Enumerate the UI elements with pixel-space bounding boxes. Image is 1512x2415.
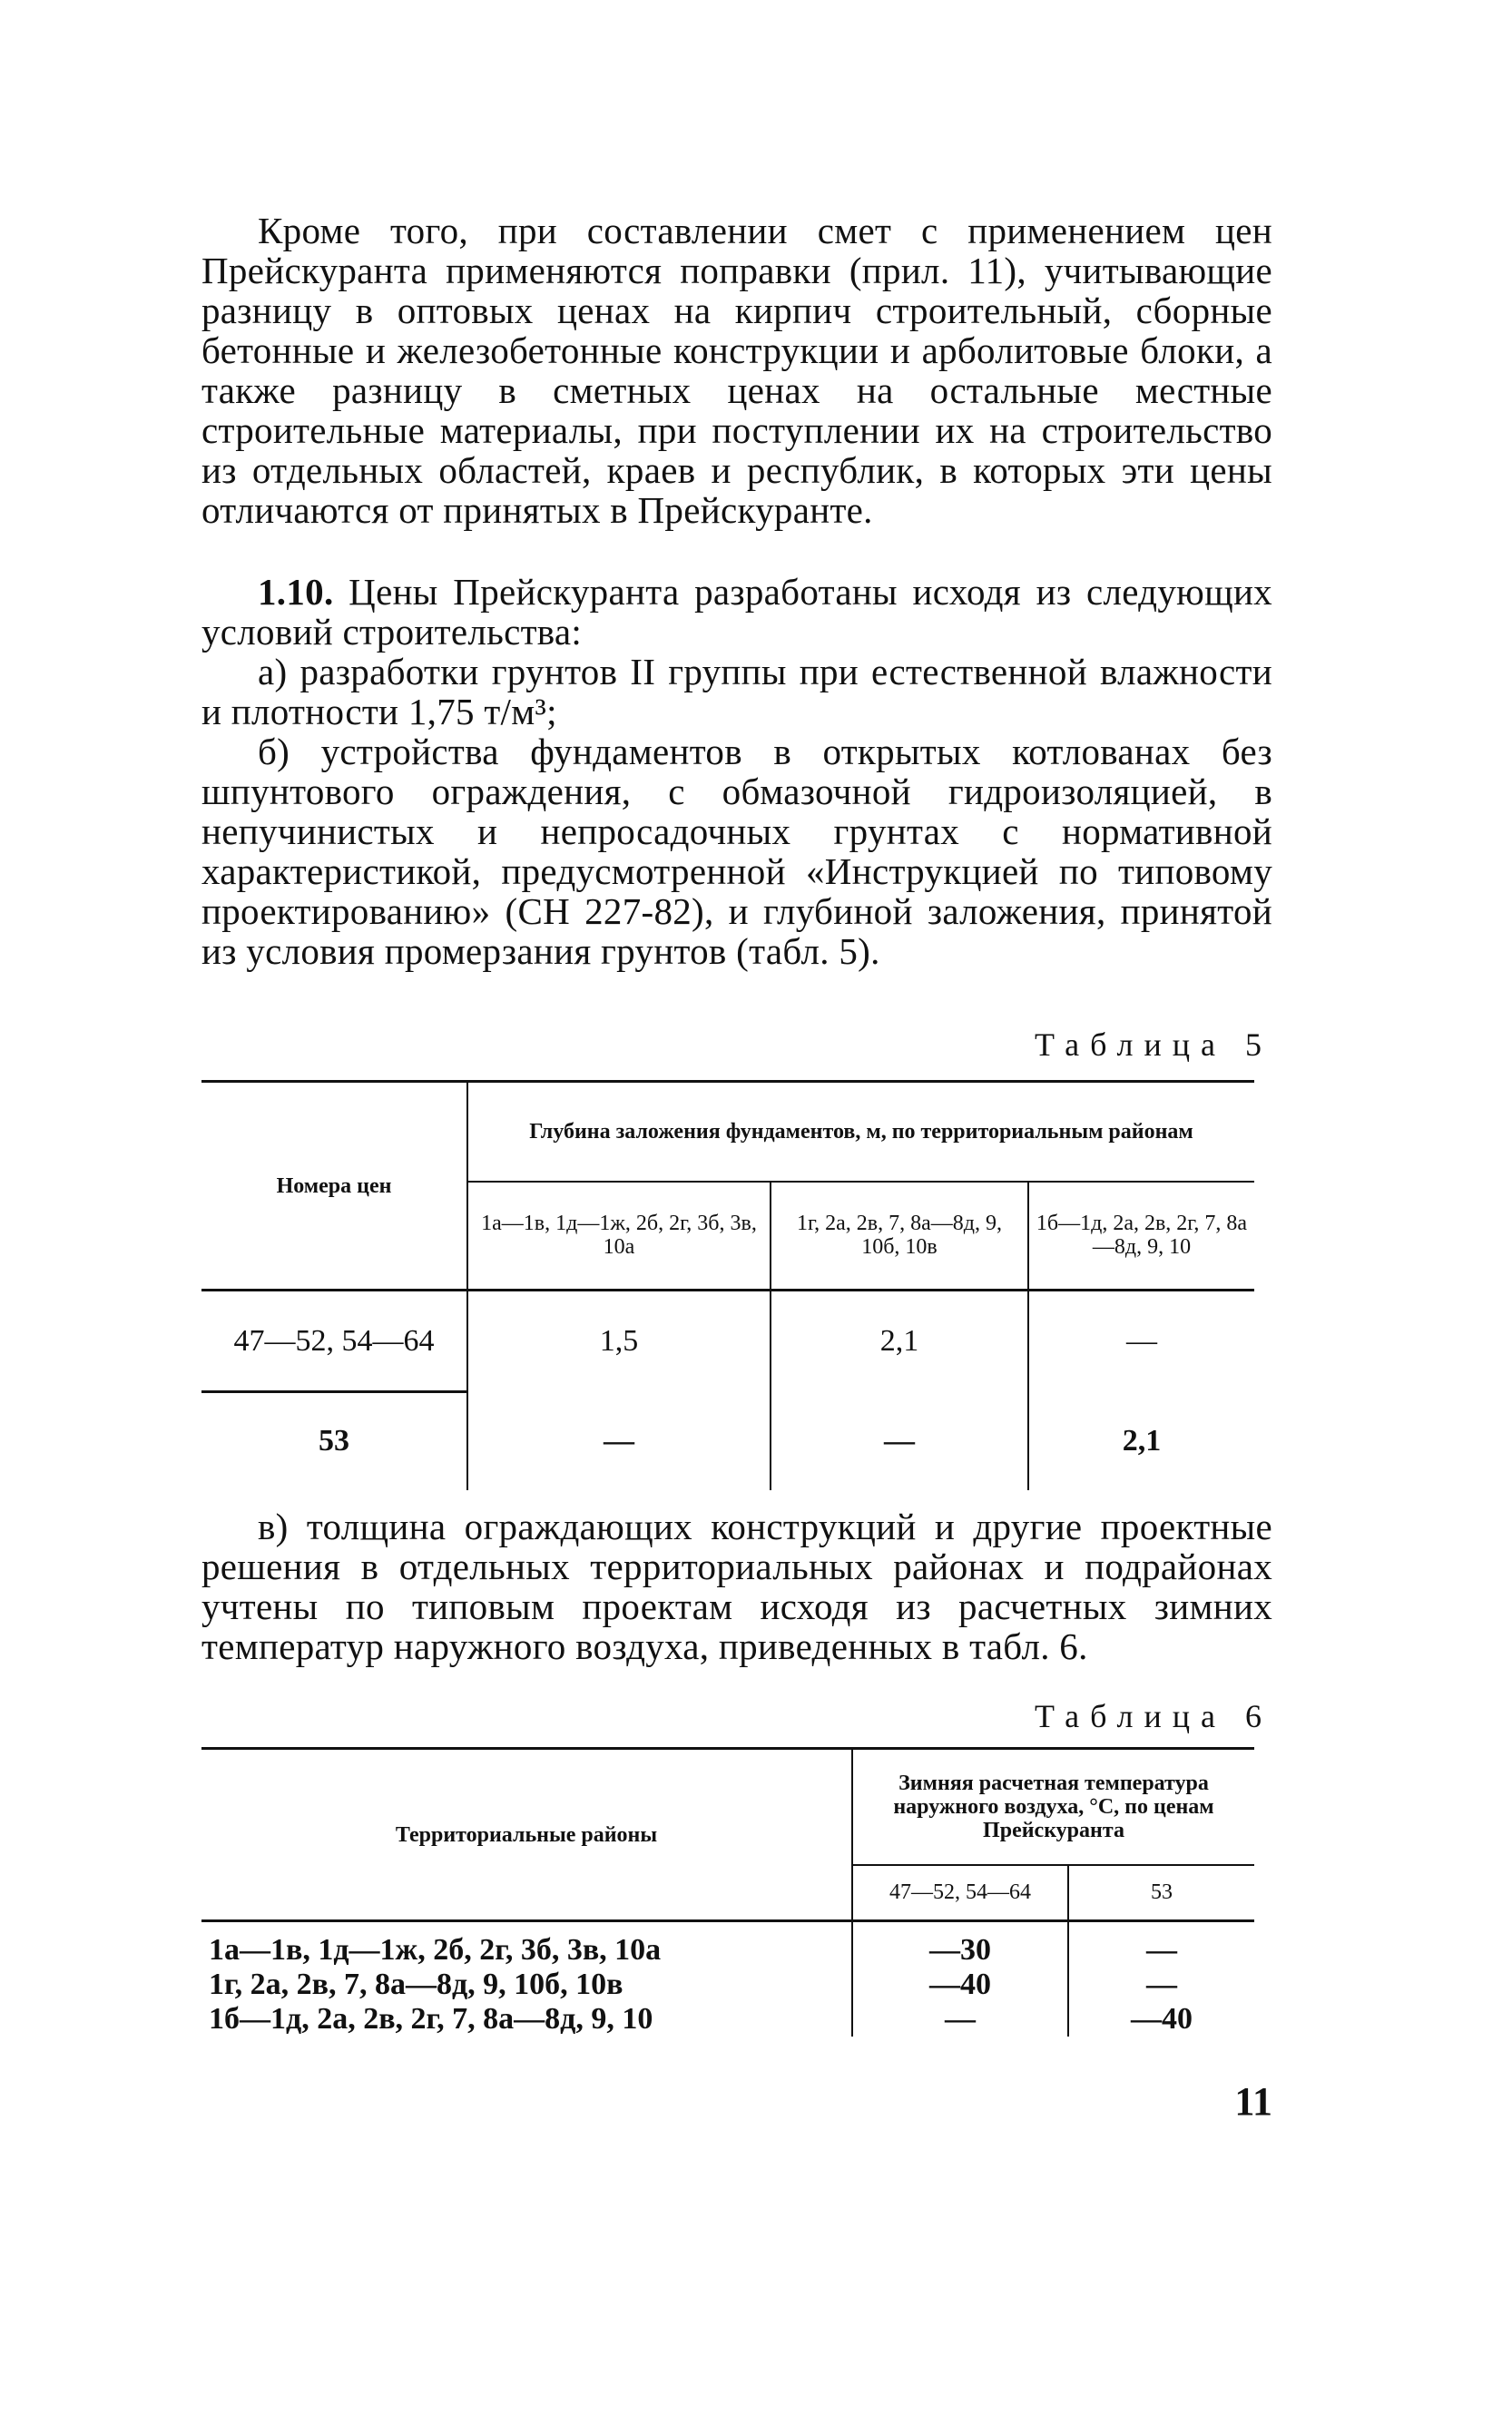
table5-subheader-3: 1б—1д, 2а, 2в, 2г, 7, 8а—8д, 9, 10	[1028, 1182, 1254, 1291]
table5-row1-v2: 2,1	[771, 1291, 1028, 1392]
paragraph-conditions	[201, 572, 1272, 652]
condition-a: а) разработки грунтов II группы при естественной влажности и плотности 1,75 т/м³;	[201, 651, 1272, 732]
table5-group-header: Глубина заложения фундаментов, м, по территориальным районам	[467, 1082, 1254, 1182]
table5-row1-label: 47—52, 54—64	[201, 1291, 467, 1392]
page-number: 11	[1234, 2079, 1272, 2124]
document-page	[201, 0, 1272, 2415]
table6-row3-v1: —	[852, 2002, 1068, 2037]
table5-caption: Таблица 5	[1035, 1026, 1272, 1063]
table5-row2-v1: —	[467, 1392, 771, 1490]
table-row	[201, 2002, 1254, 2037]
table6-row3-label: 1б—1д, 2а, 2в, 2г, 7, 8а—8д, 9, 10	[201, 2002, 852, 2037]
section-number: 1.10.	[258, 571, 334, 613]
table5-row1-v1: 1,5	[467, 1291, 771, 1392]
table6-row2-v1: —40	[852, 1968, 1068, 2002]
paragraph-conditions-text: Цены Прейскуранта разработаны исходя из следующих условий строительства:	[201, 571, 1272, 653]
table5-row1-v3: —	[1126, 1324, 1157, 1359]
table6-row1-v2: —	[1146, 1933, 1177, 1967]
table5-row2-label: 53	[201, 1392, 467, 1490]
table6-row1-v1: —30	[852, 1921, 1068, 1968]
paragraph-corrections: Кроме того, при составлении смет с применением цен Прейскуранта применяются поправки (прил. 11), учитывающие разницу в оптовых ценах на кирпич строительный, сборные бетонные и железобетонные конструкции и арболитовые блоки, а также разницу в сметных ценах на остальные местные строительные материалы, при поступлении их на строительство из отдельных областей, краев и республик, в которых эти цены отличаются от принятых в Прейскуранте.	[201, 210, 1272, 531]
table-6	[201, 1747, 1254, 2037]
table5-col-first: Номера цен	[201, 1082, 467, 1291]
table5-subheader-1: 1а—1в, 1д—1ж, 2б, 2г, 3б, 3в, 10а	[467, 1182, 771, 1291]
table5-row2-v2: —	[771, 1392, 1028, 1490]
table6-row1-label: 1а—1в, 1д—1ж, 2б, 2г, 3б, 3в, 10а	[201, 1921, 852, 1968]
table6-subheader-1: 47—52, 54—64	[852, 1865, 1068, 1921]
table6-col-first: Территориальные районы	[201, 1749, 852, 1921]
table-row	[201, 1968, 1254, 2002]
section-1-10	[201, 572, 1272, 971]
table6-subheader-2: 53	[1068, 1865, 1254, 1921]
table6-group-header: Зимняя расчетная температура наружного воздуха, °С, по ценам Прейскуранта	[852, 1749, 1254, 1865]
condition-c: в) толщина ограждающих конструкций и другие проектные решения в отдельных территориальных районах и подрайонах учтены по типовым проектам исходя из расчетных зимних температур наружного воздуха, приведенных в табл. 6.	[201, 1506, 1272, 1667]
table6-caption: Таблица 6	[1035, 1698, 1272, 1734]
table6-row2-label: 1г, 2а, 2в, 7, 8а—8д, 9, 10б, 10в	[201, 1968, 852, 2002]
table5-row2-v3: 2,1	[1122, 1423, 1162, 1458]
table6-row3-v2: —40	[1131, 2002, 1193, 2036]
table-5	[201, 1080, 1254, 1490]
table-row	[201, 1921, 1254, 1968]
table-row	[201, 1392, 1254, 1490]
table5-subheader-2: 1г, 2а, 2в, 7, 8а—8д, 9, 10б, 10в	[771, 1182, 1028, 1291]
table6-row2-v2: —	[1146, 1968, 1177, 2001]
condition-b: б) устройства фундаментов в открытых котлованах без шпунтового ограждения, с обмазочной гидроизоляцией, в непучинистых и непросадочных грунтах с нормативной характеристикой, предусмотренной «Инструкцией по типовому проектированию» (СН 227-82), и глубиной заложения, принятой из условия промерзания грунтов (табл. 5).	[201, 731, 1272, 972]
table-row	[201, 1291, 1254, 1392]
